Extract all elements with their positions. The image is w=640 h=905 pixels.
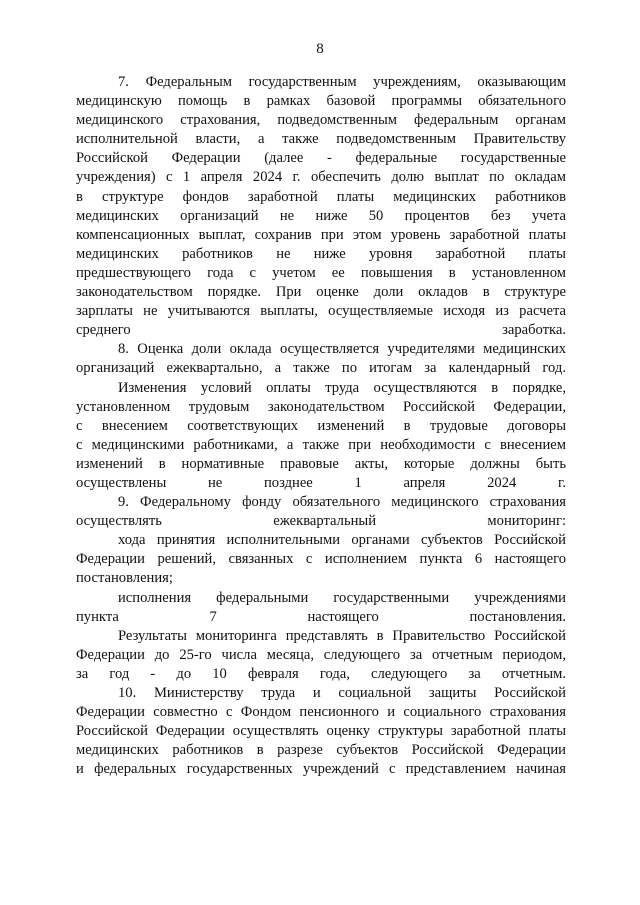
paragraph-8: 8. Оценка доли оклада осуществляется учредителями медицинских организаций ежеквартально, а также по итогам за календарный год. xyxy=(76,341,566,377)
paragraph-9-item-b: исполнения федеральными государственными учреждениями пункта 7 настоящего постановления. xyxy=(76,589,566,625)
paragraph-9-item-a: хода принятия исполнительными органами субъектов Российской Федерации решений, связанных с исполнением пункта 6 настоящего постановления; xyxy=(76,532,566,587)
paragraph-8-changes: Изменения условий оплаты труда осуществляются в порядке, установленном трудовым законодательством Российской Федерации, с внесением соответствующих изменений в трудовые договоры с медицинскими работниками, а также при необходимости с внесением изменений в нормативные правовые акты, которые должны быть осуществлены не позднее 1 апреля 2024 г. xyxy=(76,379,566,491)
paragraph-10: 10. Министерству труда и социальной защиты Российской Федерации совместно с Фондом пенсионного и социального страхования Российской Федерации осуществлять оценку структуры заработной платы медицинских работников в разрезе субъектов Российской Федерации и федеральных государственных учреждений с представлением начиная xyxy=(76,685,566,778)
paragraph-7: 7. Федеральным государственным учреждениям, оказывающим медицинскую помощь в рамках базовой программы обязательного медицинского страхования, подведомственным федеральным органам исполнительной власти, а также подведомственным Правительству Российской Федерации (далее - федеральные государственные учреждения) с 1 апреля 2024 г. обеспечить долю выплат по окладам в структуре фондов заработной платы медицинских работников медицинских организаций не ниже 50 процентов без учета компенсационных выплат, сохранив при этом уровень заработной платы медицинских работников не ниже уровня заработной платы предшествующего года с учетом ее повышения в установленном законодательством порядке. При оценке доли окладов в структуре зарплаты не учитываются выплаты, осуществляемые исходя из расчета среднего заработка. xyxy=(76,74,566,339)
page-number: 8 xyxy=(316,41,324,57)
document-body xyxy=(76,73,566,779)
paragraph-9-results: Результаты мониторинга представлять в Правительство Российской Федерации до 25-го числа месяца, следующего за отчетным периодом, за год - до 10 февраля года, следующего за отчетным. xyxy=(76,627,566,682)
paragraph-9: 9. Федеральному фонду обязательного медицинского страхования осуществлять ежеквартальный мониторинг: xyxy=(76,494,566,530)
